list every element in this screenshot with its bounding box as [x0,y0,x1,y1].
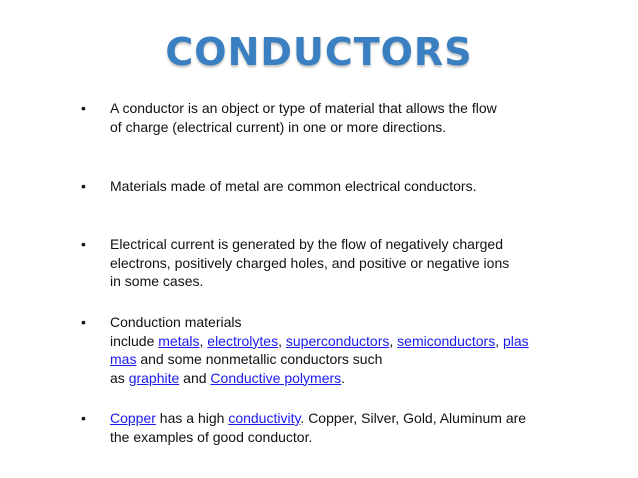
link-superconductors[interactable]: superconductors [285,332,390,349]
bullet-4-line-1: Conduction materials [110,314,242,330]
link-plasmas-part-2[interactable]: mas [110,351,137,367]
bullet-2-line-1: Materials made of metal are common electrical conductors. [110,178,477,194]
link-metals[interactable]: metals [158,332,200,349]
bullet-3-line-3: in some cases. [110,273,204,289]
text-metals-list: . Copper, Silver, Gold, Aluminum are [300,410,527,426]
bullet-3 [81,235,558,291]
slide-title: CONDUCTORS [165,30,473,74]
bullet-5 [81,409,558,446]
link-plasmas-part-1[interactable]: plas [503,332,529,349]
bullet-dot: • [81,410,86,426]
text-has-high: has a high [155,410,229,426]
link-semiconductors[interactable]: semiconductors [397,332,496,349]
text-period: . [341,369,346,386]
bullet-4-line-4 [110,369,558,388]
bullet-5-line-1 [110,409,558,428]
bullet-4 [81,313,558,387]
bullet-dot: • [81,100,86,116]
text-and: and [179,369,211,386]
bullet-1-line-2: of charge (electrical current) in one or more directions. [110,118,447,135]
text-include: include [110,332,159,349]
bullet-4-line-2: include metals, electrolytes, superconductors, semiconductors, plas [110,332,529,349]
bullet-dot: • [81,236,86,252]
link-copper[interactable]: Copper [110,410,156,426]
bullet-dot: • [81,314,86,330]
bullet-4-line-3 [110,350,558,369]
bullet-1-line-1: A conductor is an object or type of material that allows the flow [110,100,497,116]
bullet-1 [81,99,558,136]
text-as: as [110,369,129,386]
text-nonmetallic: and some nonmetallic conductors such [136,351,383,367]
bullet-3-line-1: Electrical current is generated by the flow of negatively charged [110,236,503,252]
link-graphite[interactable]: graphite [128,369,180,386]
bullet-3-line-2: electrons, positively charged holes, and positive or negative ions [110,254,510,271]
link-conductive-polymers[interactable]: Conductive polymers [210,369,342,386]
bullet-dot: • [81,178,86,194]
link-electrolytes[interactable]: electrolytes [207,332,279,349]
link-conductivity[interactable]: conductivity [228,410,301,426]
bullet-2 [81,177,558,196]
bullet-5-line-2: the examples of good conductor. [110,428,313,445]
